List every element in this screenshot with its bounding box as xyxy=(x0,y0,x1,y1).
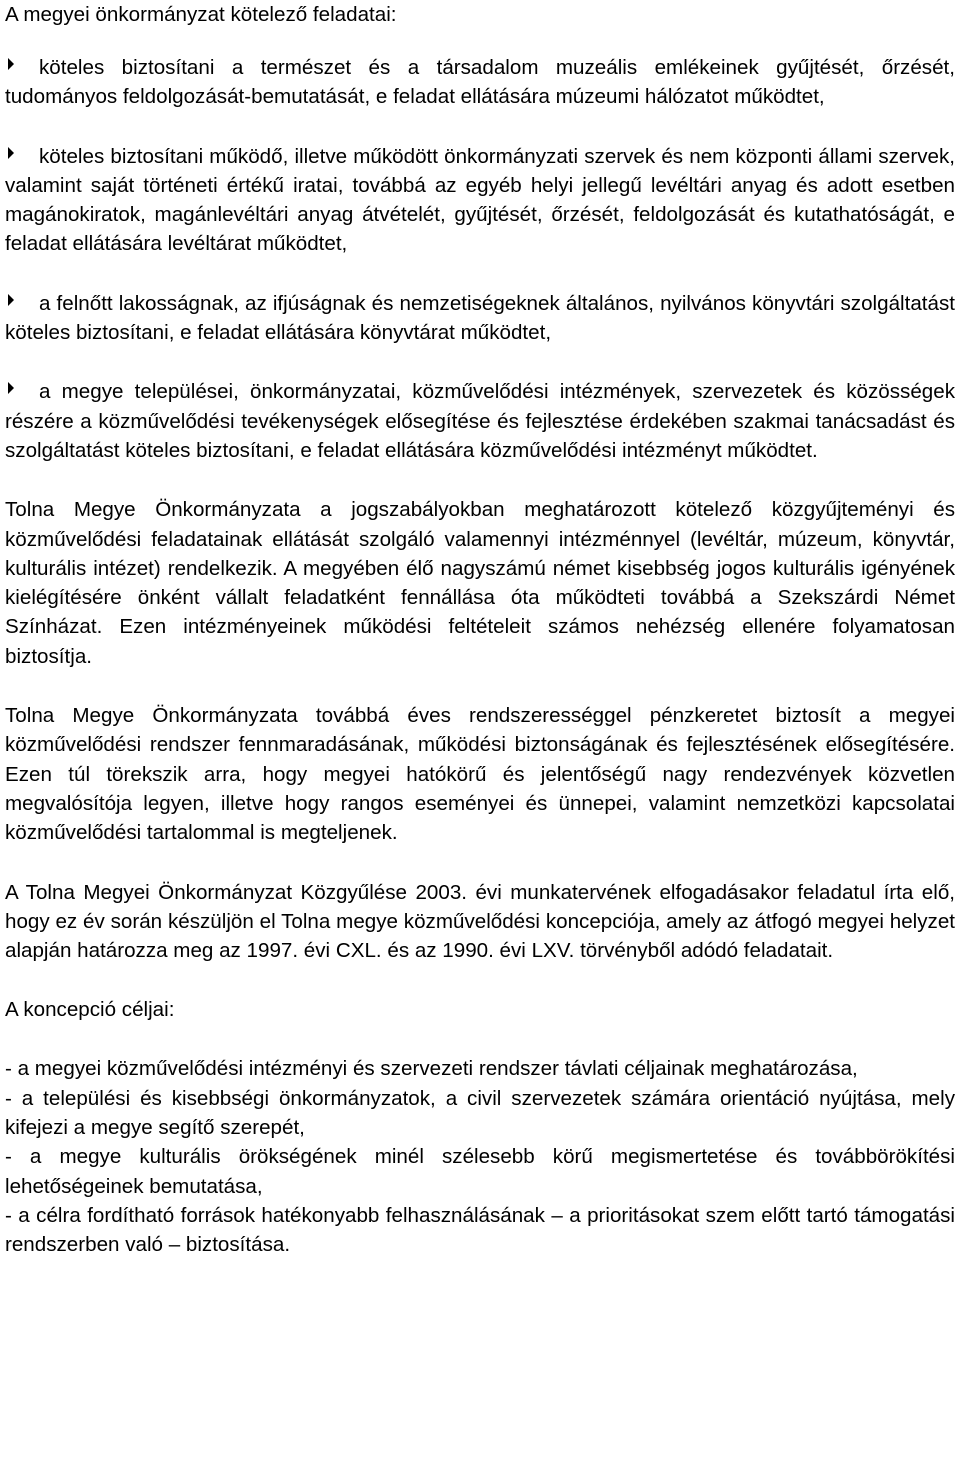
duty-item xyxy=(5,289,955,348)
paragraph-assembly: A Tolna Megyei Önkormányzat Közgyűlése 2003. évi munkatervének elfogadásakor feladatul írta elő, hogy ez év során készüljön el Tolna megye közművelődési koncepciója, amely az átfogó megyei helyzet alapján határozza meg az 1997. évi CXL. és az 1990. évi LXV. törvényből adódó feladatait. xyxy=(5,880,955,963)
goal-item: - a célra fordítható források hatékonyabb felhasználásának – a prioritásokat szem előtt tartó támogatási rendszerben való – biztosítása. xyxy=(5,1203,955,1257)
duty-text: a felnőtt lakosságnak, az ifjúságnak és nemzetiségeknek általános, nyilvános könyvtári szolgáltatást köteles biztosítani, e feladat ellátására könyvtárat működtet, xyxy=(5,291,955,345)
document-page xyxy=(5,0,955,1260)
goal-item: - a települési és kisebbségi önkormányzatok, a civil szervezetek számára orientáció nyújtása, mely kifejezi a megye segítő szerepét, xyxy=(5,1086,955,1140)
duty-text: köteles biztosítani a természet és a társadalom muzeális emlékeinek gyűjtését, őrzését, tudományos feldolgozását-bemutatását, e feladat ellátására múzeumi hálózatot működtet, xyxy=(5,56,955,109)
bullet-triangle-icon xyxy=(8,58,14,70)
duty-text: köteles biztosítani működő, illetve működött önkormányzati szervek és nem központi állami szervek, valamint saját történeti értékű iratai, továbbá az egyéb helyi jellegű levéltári anyag és adott esetben magánokiratok, magánlevéltári anyag átvételét, gyűjtését, őrzését, feldolgozását és kutathatóságát, e feladat ellátására levéltárat működtet, xyxy=(5,144,955,256)
goals-list xyxy=(5,1054,955,1259)
goals-heading: A koncepció céljai: xyxy=(5,998,175,1022)
duties-list xyxy=(5,53,955,465)
duty-item xyxy=(5,53,955,112)
goal-item: - a megyei közművelődési intézményi és szervezeti rendszer távlati céljainak meghatározása, xyxy=(5,1057,858,1081)
duty-text: a megye települései, önkormányzatai, közművelődési intézmények, szervezetek és közösségek részére a közművelődési tevékenységek elősegítése és fejlesztése érdekében szakmai tanácsadást és szolgáltatást köteles biztosítani, e feladat ellátására közművelődési intézményt működtet. xyxy=(5,380,955,462)
paragraph-institutions: Tolna Megye Önkormányzata a jogszabályokban meghatározott kötelező közgyűjteményi és közművelődési feladatainak ellátását szolgáló valamennyi intézménnyel (levéltár, múzeum, könyvtár, kulturális intézet) rendelkezik. A megyében élő nagyszámú német kisebbség jogos kulturális igényének kielégítésére önként vállalt feladatként fennállása óta működteti továbbá a Szekszárdi Német Színházat. Ezen intézményeinek működési feltételeit számos nehézség ellenére folyamatosan biztosítja. xyxy=(5,498,955,668)
duties-heading: A megyei önkormányzat kötelező feladatai: xyxy=(5,3,397,26)
duty-item xyxy=(5,142,955,259)
bullet-triangle-icon xyxy=(8,294,14,306)
duty-item xyxy=(5,377,955,465)
bullet-triangle-icon xyxy=(8,382,14,394)
paragraph-funding: Tolna Megye Önkormányzata továbbá éves rendszerességgel pénzkeretet biztosít a megyei közművelődési rendszer fennmaradásának, működési biztonságának és fejlesztésének elősegítésére. Ezen túl törekszik arra, hogy megyei hatókörű és jelentőségű nagy rendezvények közvetlen megvalósítója legyen, illetve hogy rangos eseményei és ünnepei, valamint nemzetközi kapcsolatai közművelődési tartalommal is megteljenek. xyxy=(5,704,955,845)
bullet-triangle-icon xyxy=(8,147,14,159)
goal-item: - a megye kulturális örökségének minél szélesebb körű megismertetése és továbbörökítési lehetőségeinek bemutatása, xyxy=(5,1145,955,1198)
